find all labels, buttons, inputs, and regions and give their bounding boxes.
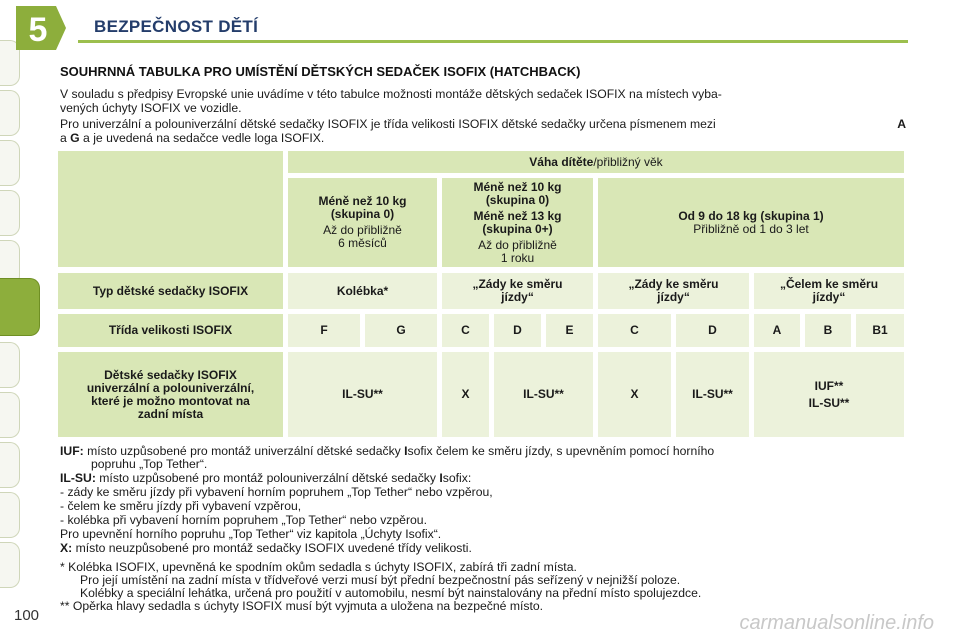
group-text: (skupina 0) — [330, 207, 395, 221]
note-dash: - čelem ke směru jízdy při vybavení vzpěrou, — [60, 499, 302, 513]
row-label-size: Třída velikosti ISOFIX — [58, 314, 283, 347]
group-text: Méně než 10 kg — [318, 194, 407, 208]
page-number: 100 — [14, 607, 40, 624]
chapter-tab-active[interactable] — [0, 278, 40, 336]
chapter-tab[interactable] — [0, 392, 20, 438]
chapter-number-badge — [10, 4, 68, 52]
type-rear-facing — [442, 273, 593, 309]
chapter-tab[interactable] — [0, 190, 20, 236]
type-text: jízdy“ — [501, 290, 534, 304]
intro-letter-g: G — [70, 131, 80, 145]
note-text: místo uzpůsobené pro montáž univerzální dětské sedačky — [87, 444, 401, 458]
weight-header-rest: /přibližný věk — [593, 154, 663, 169]
note-star-cont: Pro její umístění na zadní místa v třídveřové verzi musí být přední bezpečnostní pás seřízený v nejnižší poloze. — [80, 573, 681, 587]
group-text: Až do přibližně — [478, 237, 557, 252]
size-cell: D — [676, 314, 749, 347]
isofix-table — [58, 151, 904, 438]
chapter-tab[interactable] — [0, 90, 20, 136]
weight-header-bold: Váha dítěte — [529, 154, 594, 169]
note-tether: Pro upevnění horního popruhu „Top Tether“ viz kapitola „Úchyty Isofix“. — [60, 527, 442, 541]
note-text: I — [404, 444, 408, 458]
type-text: „Zády ke směru — [472, 277, 563, 291]
section-title: SOUHRNNÁ TABULKA PRO UMÍSTĚNÍ DĚTSKÝCH SEDAČEK ISOFIX (HATCHBACK) — [60, 64, 581, 79]
group-text: Až do přibližně — [323, 223, 402, 237]
type-text: „Čelem ke směru — [779, 277, 879, 291]
group-0plus-header — [442, 178, 593, 267]
group-1-header — [598, 178, 904, 267]
note-text: I — [439, 471, 443, 485]
chapter-tab[interactable] — [0, 492, 20, 538]
size-cell: C — [442, 314, 489, 347]
note-x — [60, 541, 472, 555]
size-cell: A — [754, 314, 800, 347]
group-text: 6 měsíců — [338, 236, 387, 250]
group-0-header — [288, 178, 437, 267]
intro-line: V souladu s předpisy Evropské unie uvádíme v této tabulce možnosti montáže dětských sedaček ISOFIX na místech vyba- — [60, 87, 722, 101]
seat-value-text: IUF** — [814, 378, 844, 393]
note-star-cont: Kolébky a speciální lehátka, určená pro použití v automobilu, nesmí být nainstalovány na přední místo spolujezdce. — [80, 586, 702, 600]
note-key: IL-SU: — [60, 471, 96, 485]
intro-letter-a: A — [897, 117, 906, 131]
group-text: (skupina 0) — [485, 192, 550, 207]
group-text: Přibližně od 1 do 3 let — [693, 221, 809, 236]
row-label-type: Typ dětské sedačky ISOFIX — [58, 273, 283, 309]
size-cell: D — [494, 314, 541, 347]
weight-header — [288, 151, 904, 173]
table-corner — [58, 151, 283, 267]
type-text: „Zády ke směru — [628, 277, 719, 291]
intro-line — [60, 117, 906, 131]
note-text: sofix: — [442, 471, 472, 485]
chapter-tab[interactable] — [0, 342, 20, 388]
seat-value: IL-SU** — [494, 352, 593, 437]
chapter-title: BEZPEČNOST DĚTÍ — [94, 17, 259, 36]
size-cell: E — [546, 314, 593, 347]
seat-value: IL-SU** — [676, 352, 749, 437]
size-cell: B1 — [856, 314, 904, 347]
group-text: Od 9 do 18 kg (skupina 1) — [678, 208, 824, 223]
size-cell: F — [288, 314, 360, 347]
type-text: jízdy“ — [657, 290, 690, 304]
seat-label-line: univerzální a polouniverzální, — [86, 380, 255, 395]
row-label-seats — [58, 352, 283, 437]
note-dash: - zády ke směru jízdy při vybavení horním popruhem „Top Tether“ nebo vzpěrou, — [60, 485, 493, 499]
type-text: jízdy“ — [812, 290, 846, 304]
seat-value: IL-SU** — [288, 352, 437, 437]
intro-line — [60, 131, 906, 145]
note-double-star: ** Opěrka hlavy sedadla s úchyty ISOFIX musí být vyjmuta a uložena na bezpečné místo. — [60, 599, 543, 613]
chapter-tab[interactable] — [0, 140, 20, 186]
note-dash: - kolébka při vybavení horním popruhem „Top Tether“ nebo vzpěrou. — [60, 513, 427, 527]
type-rear-facing — [598, 273, 749, 309]
note-text: místo uzpůsobené pro montáž polouniverzální dětské sedačky — [99, 471, 436, 485]
note-iuf-cont: popruhu „Top Tether“. — [91, 457, 208, 471]
group-text: Méně než 10 kg — [473, 179, 562, 194]
seat-label-line: které je možno montovat na — [91, 393, 250, 408]
group-text: Méně než 13 kg — [473, 208, 562, 223]
note-star: * Kolébka ISOFIX, upevněná ke spodním okům sedadla s úchyty ISOFIX, zabírá tři zadní místa. — [60, 560, 577, 574]
intro-text: a je uvedená na sedačce vedle loga ISOFIX. — [83, 131, 325, 145]
size-cell: G — [365, 314, 437, 347]
size-cell: C — [598, 314, 671, 347]
group-text: 1 roku — [500, 250, 535, 265]
intro-text: Pro univerzální a polouniverzální dětské sedačky ISOFIX je třída velikosti ISOFIX dětské sedačky určena písmenem mezi — [60, 117, 716, 131]
note-ilsu — [60, 471, 471, 485]
type-carrycot: Kolébka* — [288, 273, 437, 309]
seat-value-text: IL-SU** — [808, 395, 850, 410]
size-cell: B — [805, 314, 851, 347]
watermark: carmanualsonline.info — [739, 612, 934, 634]
intro-text: a — [60, 131, 67, 145]
chapter-tab[interactable] — [0, 442, 20, 488]
seat-label-line: zadní místa — [137, 406, 204, 421]
note-text: místo neuzpůsobené pro montáž sedačky ISOFIX uvedené třídy velikosti. — [75, 541, 472, 555]
group-text: (skupina 0+) — [482, 221, 553, 236]
note-text: sofix čelem ke směru jízdy, s upevněním pomocí horního — [407, 444, 715, 458]
header-rule — [78, 40, 908, 43]
note-key: IUF: — [60, 444, 84, 458]
chapter-number: 5 — [28, 11, 48, 49]
chapter-tab[interactable] — [0, 542, 20, 588]
chapter-tabs — [0, 40, 22, 600]
intro-line: vených úchyty ISOFIX ve vozidle. — [60, 101, 242, 115]
seat-label-line: Dětské sedačky ISOFIX — [104, 367, 237, 382]
seat-value: X — [442, 352, 489, 437]
seat-value — [754, 352, 904, 437]
note-iuf — [60, 444, 906, 458]
seat-value: X — [598, 352, 671, 437]
note-key: X: — [60, 541, 73, 555]
type-forward-facing — [754, 273, 904, 309]
